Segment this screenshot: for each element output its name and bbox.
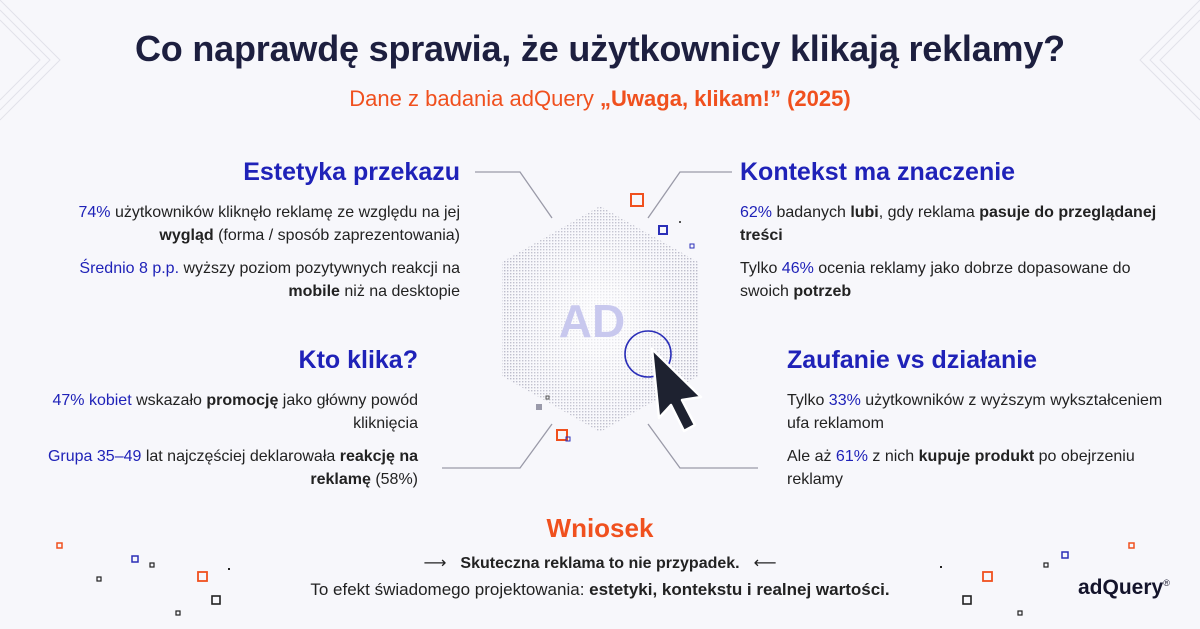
section-heading: Estetyka przekazu (243, 158, 460, 186)
section-heading: Zaufanie vs działanie (787, 346, 1038, 374)
section-paragraph: 47% kobiet wskazało promocję jako główny powód kliknięcia (52, 392, 418, 432)
section-paragraph: 74% użytkowników kliknęło reklamę ze względu na jej wygląd (forma / sposób zaprezentowania) (78, 204, 460, 244)
section-estetyka (40, 158, 460, 313)
section-paragraph: Grupa 35–49 lat najczęściej deklarowała reakcję na reklamę (58%) (47, 448, 418, 488)
section-kto-klika (40, 346, 418, 501)
section-paragraph: Tylko 33% użytkowników z wyższym wykształceniem ufa reklamom (787, 392, 1163, 432)
page-subtitle: Dane z badania adQuery „Uwaga, klikam!” (2025) (349, 86, 851, 111)
conclusion-heading: Wniosek (546, 513, 654, 543)
page-title: Co naprawdę sprawia, że użytkownicy klikają reklamy? (135, 28, 1065, 69)
arrow-right-icon: ⟶ (423, 555, 447, 572)
adquery-logo: adQuery® (1078, 576, 1170, 599)
section-zaufanie (787, 346, 1177, 501)
section-paragraph: Ale aż 61% z nich kupuje produkt po obejrzeniu reklamy (787, 448, 1135, 488)
conclusion-line-2: To efekt świadomego projektowania: estetyki, kontekstu i realnej wartości. (310, 580, 890, 599)
section-heading: Kto klika? (298, 346, 418, 374)
section-paragraph: Średnio 8 p.p. wyższy poziom pozytywnych reakcji na mobile niż na desktopie (79, 260, 460, 300)
conclusion-line-1: ⟶ Skuteczna reklama to nie przypadek. ⟵ (423, 555, 777, 572)
section-paragraph: 62% badanych lubi, gdy reklama pasuje do przeglądanej treści (740, 204, 1157, 244)
ad-label: AD (558, 295, 626, 347)
section-heading: Kontekst ma znaczenie (740, 158, 1016, 186)
section-paragraph: Tylko 46% ocenia reklamy jako dobrze dopasowane do swoich potrzeb (740, 260, 1131, 300)
section-kontekst (740, 158, 1180, 313)
arrow-left-icon: ⟵ (753, 555, 777, 572)
